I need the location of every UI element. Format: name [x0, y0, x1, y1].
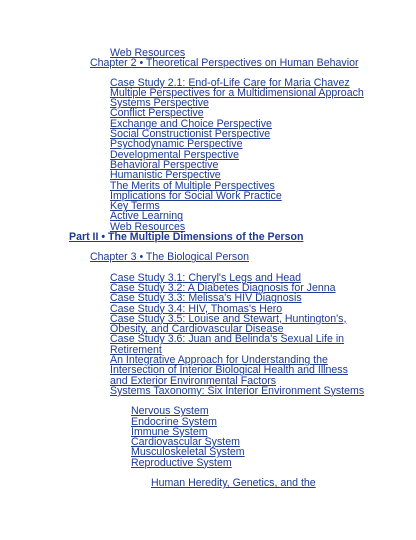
toc-link-integrative-approach[interactable]: An Integrative Approach for Understanding the Intersection of Interior Biological Health and Illness and Exterior Environmental Factors — [110, 354, 348, 387]
toc-group-chapter-2 — [0, 78, 416, 232]
toc-link-ch1-web-resources[interactable]: Web Resources — [110, 47, 186, 59]
toc-link-ch2-web-resources[interactable]: Web Resources — [110, 220, 186, 233]
toc-link-exchange-choice[interactable]: Exchange and Choice Perspective — [110, 117, 272, 130]
toc-link-case-study-3-2[interactable]: Case Study 3.2: A Diabetes Diagnosis for Jenna — [110, 281, 336, 294]
toc-link-immune-system[interactable]: Immune System — [131, 425, 208, 438]
toc-link-active-learning[interactable]: Active Learning — [110, 210, 184, 223]
toc-link-nervous-system[interactable]: Nervous System — [131, 405, 209, 418]
toc-link-multiple-perspectives[interactable]: Multiple Perspectives for a Multidimensional Approach — [110, 86, 364, 99]
toc-link-case-study-3-4[interactable]: Case Study 3.4: HIV, Thomas's Hero — [110, 302, 283, 315]
toc-link-case-study-2-1[interactable]: Case Study 2.1: End-of-Life Care for Maria Chavez — [110, 76, 350, 89]
toc-row — [0, 232, 416, 242]
toc-group-systems — [0, 406, 416, 468]
toc-link-endocrine-system[interactable]: Endocrine System — [131, 415, 217, 428]
table-of-contents — [0, 48, 416, 488]
toc-link-behavioral[interactable]: Behavioral Perspective — [110, 158, 219, 171]
toc-link-chapter-2[interactable]: Chapter 2 • Theoretical Perspectives on Human Behavior — [90, 57, 359, 70]
toc-link-case-study-3-3[interactable]: Case Study 3.3: Melissa's HIV Diagnosis — [110, 292, 302, 305]
toc-link-humanistic[interactable]: Humanistic Perspective — [110, 169, 221, 182]
toc-link-social-constructionist[interactable]: Social Constructionist Perspective — [110, 128, 271, 141]
toc-link-key-terms[interactable]: Key Terms — [110, 200, 160, 213]
toc-link-systems-perspective[interactable]: Systems Perspective — [110, 97, 209, 110]
toc-row — [0, 252, 416, 262]
toc-link-part-2[interactable]: Part II • The Multiple Dimensions of the Person — [69, 231, 304, 244]
toc-link-case-study-3-5[interactable]: Case Study 3.5: Louise and Stewart, Huntington's, Obesity, and Cardiovascular Disease — [110, 312, 347, 336]
toc-link-systems-taxonomy[interactable]: Systems Taxonomy: Six Interior Environment Systems — [110, 384, 365, 397]
toc-link-reproductive-system[interactable]: Reproductive System — [131, 456, 232, 469]
toc-link-cardiovascular-system[interactable]: Cardiovascular System — [131, 436, 240, 449]
toc-link-developmental[interactable]: Developmental Perspective — [110, 148, 239, 161]
toc-link-conflict-perspective[interactable]: Conflict Perspective — [110, 107, 204, 120]
toc-link-chapter-3[interactable]: Chapter 3 • The Biological Person — [90, 251, 249, 264]
toc-link-case-study-3-1[interactable]: Case Study 3.1: Cheryl's Legs and Head — [110, 271, 302, 284]
toc-group-chapter-3 — [0, 273, 416, 397]
toc-link-merits[interactable]: The Merits of Multiple Perspectives — [110, 179, 275, 192]
toc-link-musculoskeletal-system[interactable]: Musculoskeletal System — [131, 446, 245, 459]
toc-link-implications[interactable]: Implications for Social Work Practice — [110, 189, 282, 202]
toc-row — [0, 478, 416, 488]
toc-link-human-heredity[interactable]: Human Heredity, Genetics, and the — [151, 476, 316, 489]
toc-link-psychodynamic[interactable]: Psychodynamic Perspective — [110, 138, 243, 151]
toc-link-case-study-3-6[interactable]: Case Study 3.6: Juan and Belinda's Sexual Life in Retirement — [110, 333, 345, 356]
toc-row — [0, 58, 416, 68]
